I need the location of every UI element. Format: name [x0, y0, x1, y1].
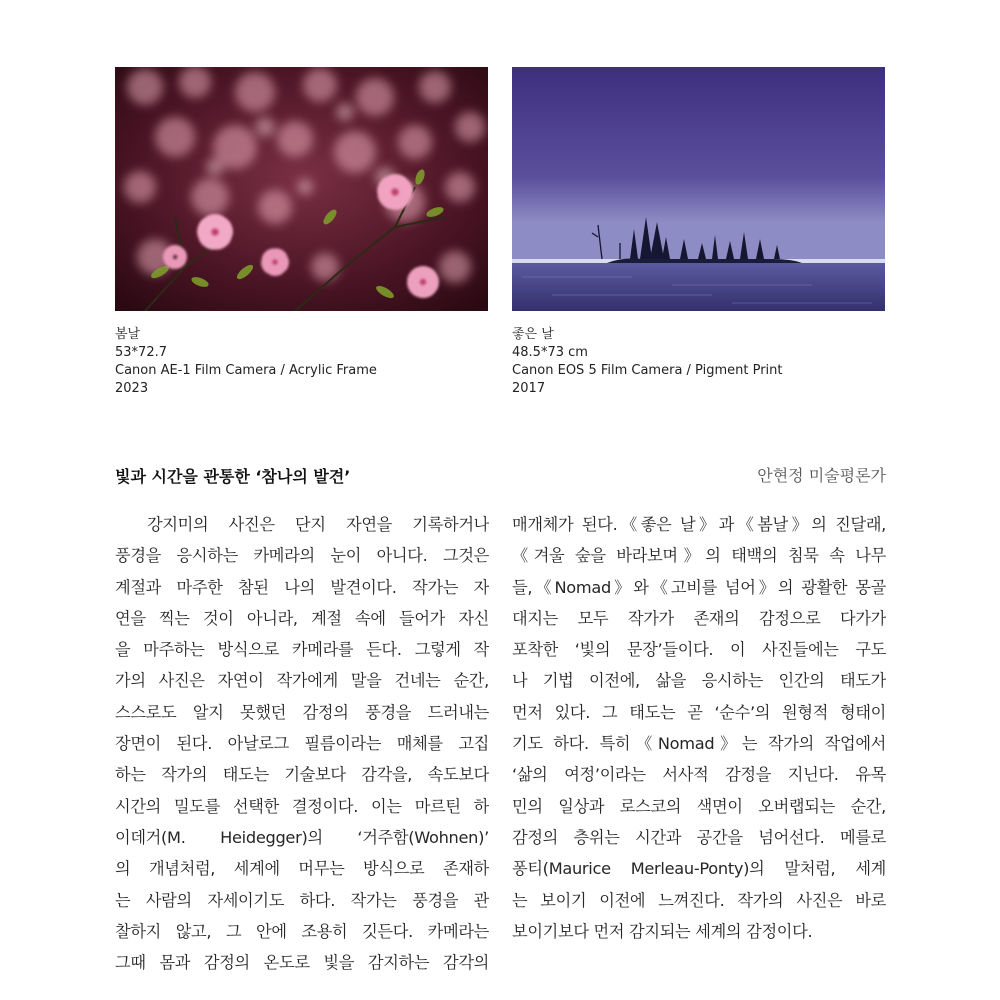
text-line: 나 기법 이전에, 삶을 응시하는 인간의 태도가 — [512, 671, 886, 691]
lake-photo — [512, 67, 885, 311]
artwork-title: 좋은 날 — [512, 327, 554, 342]
text-line: 먼저 있다. 그 태도는 곧 ‘순수’의 원형적 형태이 — [512, 702, 886, 722]
text-line: 《겨울 숲을 바라보며》의 태백의 침묵 속 나무 — [512, 546, 886, 566]
artwork-medium: Canon EOS 5 Film Camera / Pigment Print — [512, 363, 783, 378]
text-line: 기도 하다. 특히《Nomad》는 작가의 작업에서 — [512, 734, 886, 754]
artwork-caption-left — [115, 326, 495, 398]
text-line: 는 보이기 이전에 느껴진다. 작가의 사진은 바로 — [512, 890, 886, 910]
artwork-year: 2017 — [512, 381, 546, 396]
author-byline: 안현정 미술평론가 — [757, 466, 886, 485]
text-line: 찰하지 않고, 그 안에 조용히 깃든다. 카메라는 — [115, 921, 489, 941]
artwork-size: 48.5*73 cm — [512, 345, 588, 360]
text-line: 시간의 밀도를 선택한 결정이다. 이는 마르틴 하 — [115, 796, 489, 816]
text-line: 계절과 마주한 참된 나의 발견이다. 작가는 자 — [115, 577, 489, 597]
text-line: 풍경을 응시하는 카메라의 눈이 아니다. 그것은 — [115, 546, 489, 566]
text-line: 보이기보다 먼저 감지되는 세계의 감정이다. — [512, 921, 813, 941]
text-line: 포착한 ‘빛의 문장’들이다. 이 사진들에는 구도 — [512, 640, 886, 660]
text-line: 이데거(M. Heidegger)의 ‘거주함(Wohnen)’ — [115, 827, 489, 847]
artwork-title: 봄날 — [115, 327, 141, 342]
text-line: 는 사람의 자세이기도 하다. 작가는 풍경을 관 — [115, 890, 489, 910]
artwork-caption-right — [512, 326, 892, 398]
text-line: ‘삶의 여정’이라는 서사적 감정을 지닌다. 유목 — [512, 765, 886, 785]
text-line: 하는 작가의 태도는 기술보다 감각을, 속도보다 — [115, 765, 489, 785]
text-line: 가의 사진은 자연이 작가에게 말을 건네는 순간, — [115, 671, 489, 691]
text-line: 의 개념처럼, 세계에 머무는 방식으로 존재하 — [115, 859, 489, 879]
text-line: 퐁티(Maurice Merleau-Ponty)의 말처럼, 세계 — [512, 859, 886, 879]
text-line: 장면이 된다. 아날로그 필름이라는 매체를 고집 — [115, 734, 489, 754]
text-line: 스스로도 알지 못했던 감정의 풍경을 드러내는 — [115, 702, 489, 722]
text-line: 을 마주하는 방식으로 카메라를 든다. 그렇게 작 — [115, 640, 489, 660]
article-title: 빛과 시간을 관통한 ‘참나의 발견’ — [115, 467, 351, 486]
text-line: 들,《Nomad》와《고비를 넘어》의 광활한 몽골 — [512, 577, 886, 597]
text-line: 연을 찍는 것이 아니라, 계절 속에 들어가 자신 — [115, 608, 489, 628]
article-column-right — [512, 509, 886, 947]
text-line: 대지는 모두 작가가 존재의 감정으로 다가가 — [512, 608, 886, 628]
artwork-medium: Canon AE-1 Film Camera / Acrylic Frame — [115, 363, 377, 378]
text-line: 강지미의 사진은 단지 자연을 기록하거나 — [147, 515, 489, 534]
azalea-photo — [115, 67, 488, 311]
article-column-left — [115, 509, 489, 978]
text-line: 매개체가 된다.《좋은 날》과《봄날》의 진달래, — [512, 515, 886, 534]
text-line: 민의 일상과 로스코의 색면이 오버랩되는 순간, — [512, 796, 886, 816]
artwork-size: 53*72.7 — [115, 345, 167, 360]
text-line: 감정의 층위는 시간과 공간을 넘어선다. 메를로 — [512, 827, 886, 847]
text-line: 그때 몸과 감정의 온도로 빛을 감지하는 감각의 — [115, 953, 489, 973]
artwork-year: 2023 — [115, 381, 149, 396]
